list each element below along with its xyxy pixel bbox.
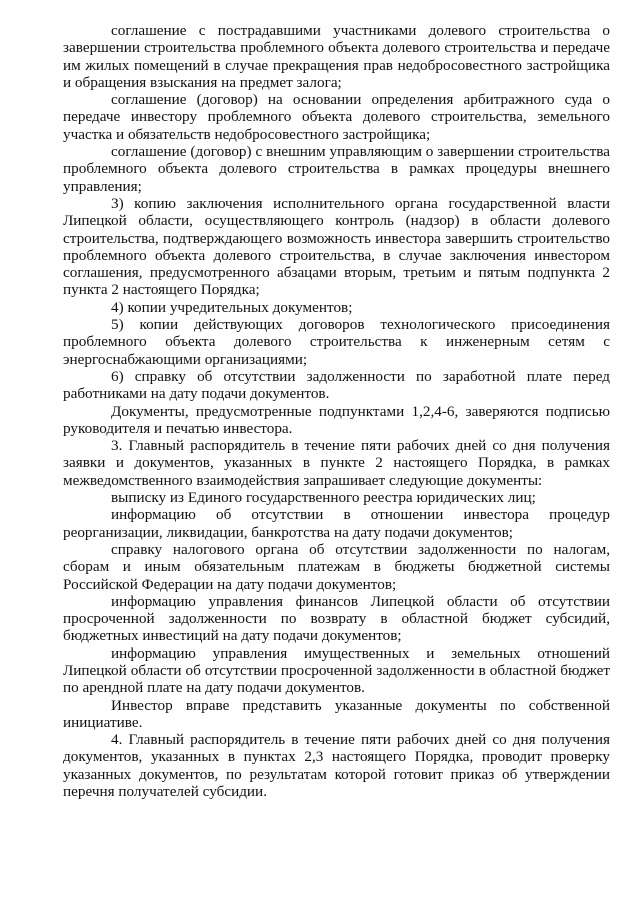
paragraph: соглашение (договор) с внешним управляющим о завершении строительства проблемного объекта долевого строительства в рамках процедуры внешнего управления; [63, 143, 610, 195]
paragraph: выписку из Единого государственного реестра юридических лиц; [111, 489, 536, 507]
paragraph: справку налогового органа об отсутствии задолженности по налогам, сборам и иным обязательным платежам в бюджеты бюджетной системы Российской Федерации на дату подачи документов; [63, 540, 610, 593]
paragraph: 3) копию заключения исполнительного органа государственной власти Липецкой области, осуществляющего контроль (надзор) в области долевого строительства, подтверждающего возможность инвестора завершить строительство проблемного объекта долевого строительства, в случае заключения инвестором соглашения, предусмотренного абзацами вторым, третьим и пятым подпункта 2 пункта 2 настоящего Порядка; [63, 194, 610, 299]
paragraph: Инвестор вправе представить указанные документы по собственной инициативе. [63, 696, 610, 731]
paragraph: 3. Главный распорядитель в течение пяти рабочих дней со дня получения заявки и документов, указанных в пункте 2 настоящего Порядка, в рамках межведомственного взаимодействия запрашивает следующие документы: [63, 437, 610, 489]
paragraph: Документы, предусмотренные подпунктами 1,2,4-6, заверяются подписью руководителя и печатью инвестора. [63, 402, 610, 437]
paragraph: соглашение (договор) на основании определения арбитражного суда о передаче инвестору проблемного объекта долевого строительства, земельного участка и обязательств недобросовестного застройщика; [63, 91, 610, 143]
paragraph: 4. Главный распорядитель в течение пяти рабочих дней со дня получения документов, указанных в пунктах 2,3 настоящего Порядка, проводит проверку указанных документов, по результатам которой готовит приказ об утверждении перечня получателей субсидии. [63, 731, 610, 801]
paragraph: 4) копии учредительных документов; [111, 298, 353, 316]
paragraph: информацию управления финансов Липецкой области об отсутствии просроченной задолженности по возврату в областной бюджет субсидий, бюджетных инвестиций на дату подачи документов; [63, 592, 610, 645]
document-body [63, 22, 610, 800]
paragraph: информацию управления имущественных и земельных отношений Липецкой области об отсутствии просроченной задолженности в областной бюджет по арендной плате на дату подачи документов. [63, 644, 610, 697]
paragraph: 5) копии действующих договоров технологического присоединения проблемного объекта долевого строительства к инженерным сетям с энергоснабжающими организациями; [63, 316, 610, 368]
paragraph: 6) справку об отсутствии задолженности по заработной плате перед работниками на дату подачи документов. [63, 367, 610, 403]
paragraph: соглашение с пострадавшими участниками долевого строительства о завершении строительства проблемного объекта долевого строительства и передаче им жилых помещений в случае прекращения прав недобросовестного застройщика и обращения взыскания на предмет залога; [63, 22, 610, 91]
paragraph: информацию об отсутствии в отношении инвестора процедур реорганизации, ликвидации, банкротства на дату подачи документов; [63, 506, 610, 541]
